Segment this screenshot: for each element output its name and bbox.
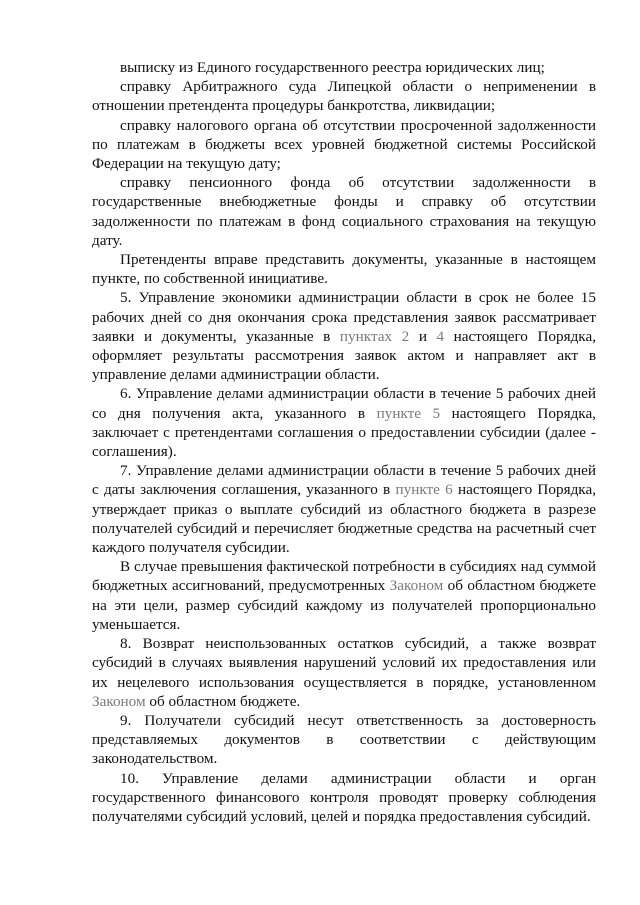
paragraph	[92, 173, 596, 250]
paragraph-item-7	[92, 461, 596, 557]
paragraph-text: и	[409, 327, 437, 345]
paragraph-text: Претенденты вправе представить документы, указанные в настоящем пункте, по собственной инициативе.	[92, 251, 596, 288]
reference-link-law[interactable]: Законом	[92, 692, 146, 710]
paragraph-text: об областном бюджете на эти цели, размер субсидий каждому из получателей пропорционально уменьшается.	[92, 577, 596, 633]
reference-link-point-6[interactable]: пункте 6	[395, 481, 453, 499]
document-page	[92, 58, 596, 826]
reference-link-point-5[interactable]: пункте 5	[376, 404, 441, 422]
reference-link-point-4[interactable]: 4	[436, 327, 445, 345]
paragraph-text: 9. Получатели субсидий несут ответственность за достоверность представляемых документов в соответствии с действующим законодательством.	[92, 711, 596, 768]
paragraph	[92, 58, 596, 77]
paragraph-text: 10. Управление делами администрации области и орган государственного финансового контроля проводят проверку соблюдения получателями субсидий условий, целей и порядка предоставления субсидий.	[92, 769, 596, 825]
paragraph-text: справку налогового органа об отсутствии просроченной задолженности по платежам в бюджеты всех уровней бюджетной системы Российской Федерации на текущую дату;	[92, 116, 596, 173]
paragraph	[92, 557, 596, 634]
reference-link-points-2[interactable]: пунктах 2	[339, 327, 410, 345]
paragraph-text: 5. Управление экономики администрации области в срок не более 15 рабочих дней со дня окончания срока представления заявок рассматривает заявки и документы, указанные в	[92, 289, 596, 345]
paragraph-item-10	[92, 769, 596, 827]
paragraph-item-8	[92, 634, 596, 711]
paragraph-text: 8. Возврат неиспользованных остатков субсидий, а также возврат субсидий в случаях выявления нарушений условий их предоставления или их нецелевого использования осуществляется в порядке, установленном	[92, 635, 596, 691]
paragraph	[92, 116, 596, 174]
paragraph	[92, 250, 596, 288]
paragraph-text: настоящего Порядка, заключает с претендентами соглашения о предоставлении субсидии (далее - соглашения).	[92, 404, 596, 461]
paragraph-text: настоящего Порядка, оформляет результаты рассмотрения заявок актом и направляет акт в управление делами администрации области.	[92, 327, 596, 384]
paragraph-item-5	[92, 288, 596, 384]
paragraph-text: В случае превышения фактической потребности в субсидиях над суммой бюджетных ассигнований, предусмотренных	[92, 558, 596, 595]
paragraph-text: об областном бюджете.	[145, 692, 301, 710]
reference-link-law[interactable]: Законом	[389, 577, 444, 595]
paragraph	[92, 77, 596, 115]
paragraph-text: справку пенсионного фонда об отсутствии задолженности в государственные внебюджетные фонды и справку об отсутствии задолженности по платежам в фонд социального страхования на текущую дату.	[92, 174, 596, 249]
paragraph-text: настоящего Порядка, утверждает приказ о выплате субсидий из областного бюджета в разрезе получателей субсидий и перечисляет бюджетные средства на расчетный счет каждого получателя субсидии.	[92, 481, 596, 557]
paragraph-item-9	[92, 711, 596, 769]
paragraph-text: 6. Управление делами администрации области в течение 5 рабочих дней со дня получения акта, указанного в	[92, 385, 596, 422]
paragraph-text: справку Арбитражного суда Липецкой области о неприменении в отношении претендента процедуры банкротства, ликвидации;	[92, 78, 596, 115]
paragraph-text: выписку из Единого государственного реестра юридических лиц;	[120, 59, 545, 76]
paragraph-text: 7. Управление делами администрации области в течение 5 рабочих дней с даты заключения соглашения, указанного в	[92, 462, 596, 499]
paragraph-item-6	[92, 384, 596, 461]
